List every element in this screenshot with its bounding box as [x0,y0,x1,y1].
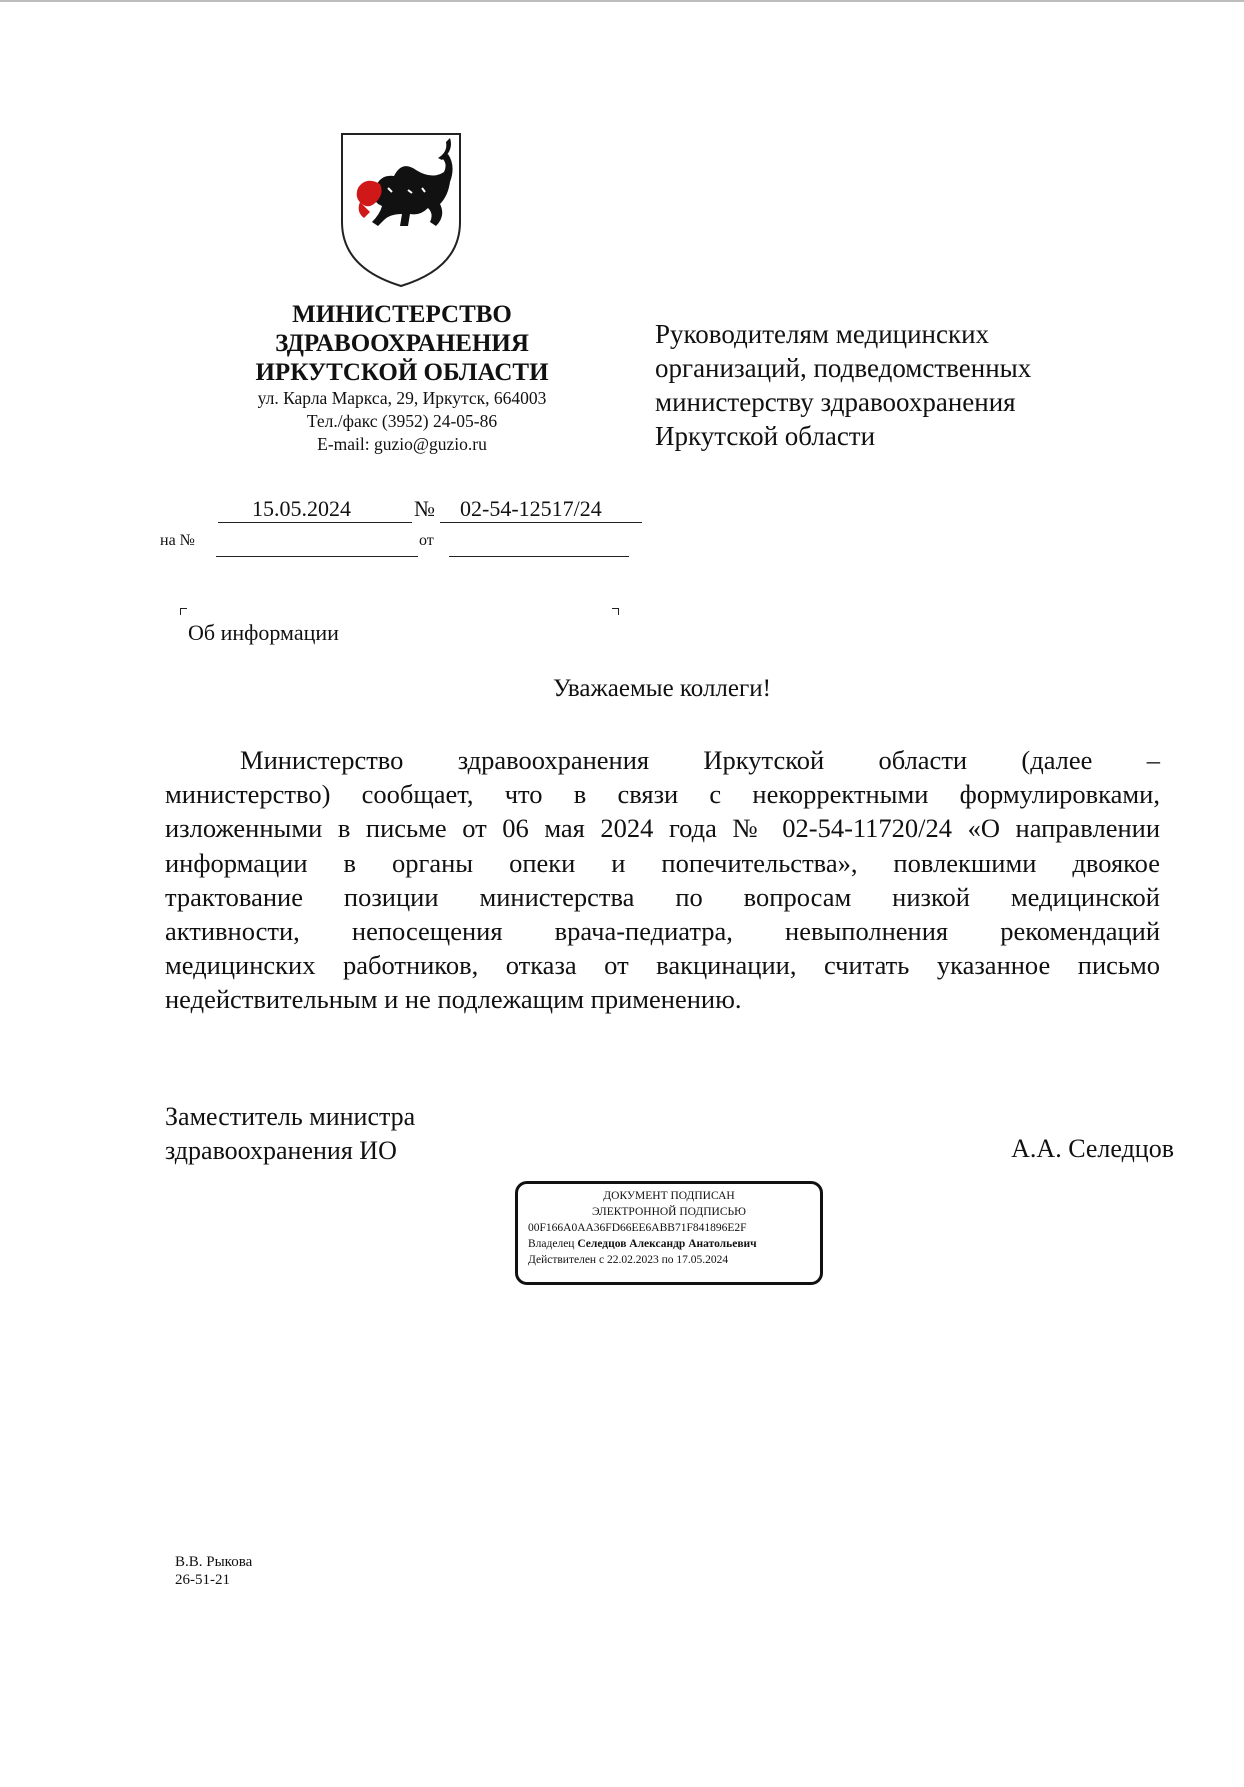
body-line: информации в органы опеки и попечительства», повлекшими двоякое [165,847,1160,878]
letter-body [165,743,1160,1017]
subject-line: Об информации [188,620,339,645]
signatory-title [165,1100,415,1168]
date-underline [218,522,412,523]
stamp-valid-label: Действителен с [528,1254,605,1266]
document-number: 02-54-12517/24 [460,496,602,521]
ministry-phone: Тел./факс (3952) 24-05-86 [306,411,498,431]
document-date: 15.05.2024 [252,496,351,521]
electronic-signature-stamp [515,1181,823,1285]
addressee-line: Руководителям медицинских [655,319,990,349]
body-line: медицинских работников, отказа от вакцинации, считать указанное письмо [165,950,1160,981]
page-top-border [0,0,1244,2]
stamp-title-line: ЭЛЕКТРОННОЙ ПОДПИСЬЮ [592,1206,746,1218]
stamp-owner-label: Владелец [528,1238,575,1250]
subject-corner-left [180,608,187,615]
addressee-line: министерству здравоохранения [655,387,1016,417]
greeting: Уважаемые коллеги! [553,675,771,702]
body-line: трактование позиции министерства по вопросам низкой медицинской [165,881,1160,912]
number-label: № [414,496,435,521]
ministry-address: ул. Карла Маркса, 29, Иркутск, 664003 [257,388,547,408]
body-line: изложенными в письме от 06 мая 2024 года № 02-54-11720/24 «О направлении [165,813,1160,844]
reply-to-label: на № [160,532,195,549]
addressee-line: Иркутской области [655,421,876,451]
ministry-name-line: МИНИСТЕРСТВО [292,301,512,328]
body-line: активности, непосещения врача-педиатра, невыполнения рекомендаций [165,916,1160,947]
stamp-title-line: ДОКУМЕНТ ПОДПИСАН [603,1190,735,1202]
ministry-name-line: ЗДРАВООХРАНЕНИЯ [275,330,529,357]
number-underline [440,522,642,523]
executor-name: В.В. Рыкова [175,1554,253,1570]
signatory-title-line: Заместитель министра [165,1102,416,1131]
ministry-name-line: ИРКУТСКОЙ ОБЛАСТИ [255,359,549,386]
executor-block [175,1553,252,1589]
body-line: недействительным и не подлежащим применению. [165,984,742,1015]
ministry-email: E-mail: guzio@guzio.ru [317,434,487,454]
subject-corner-right [612,608,619,615]
coat-of-arms-icon [336,130,466,290]
signatory-name: А.А. Селедцов [1011,1134,1174,1163]
stamp-valid-to-label: по [661,1254,674,1266]
stamp-owner-row [528,1236,810,1252]
stamp-valid-to: 17.05.2024 [676,1254,729,1266]
reply-from-label: от [419,532,434,549]
reply-number-underline [216,556,418,557]
ministry-header [200,300,604,456]
addressee-block [655,317,1115,453]
body-line: министерство) сообщает, что в связи с некорректными формулировками, [165,779,1160,810]
stamp-valid-from: 22.02.2023 [606,1254,659,1266]
stamp-validity-row [528,1252,810,1268]
body-line: Министерство здравоохранения Иркутской области (далее – [240,745,1160,775]
signatory-title-line: здравоохранения ИО [165,1136,397,1165]
stamp-owner: Селедцов Александр Анатольевич [577,1238,757,1250]
stamp-certificate: 00F166A0AA36FD66EE6ABB71F841896E2F [528,1222,747,1234]
executor-phone: 26-51-21 [175,1572,230,1588]
reply-date-underline [449,556,629,557]
addressee-line: организаций, подведомственных [655,353,1032,383]
